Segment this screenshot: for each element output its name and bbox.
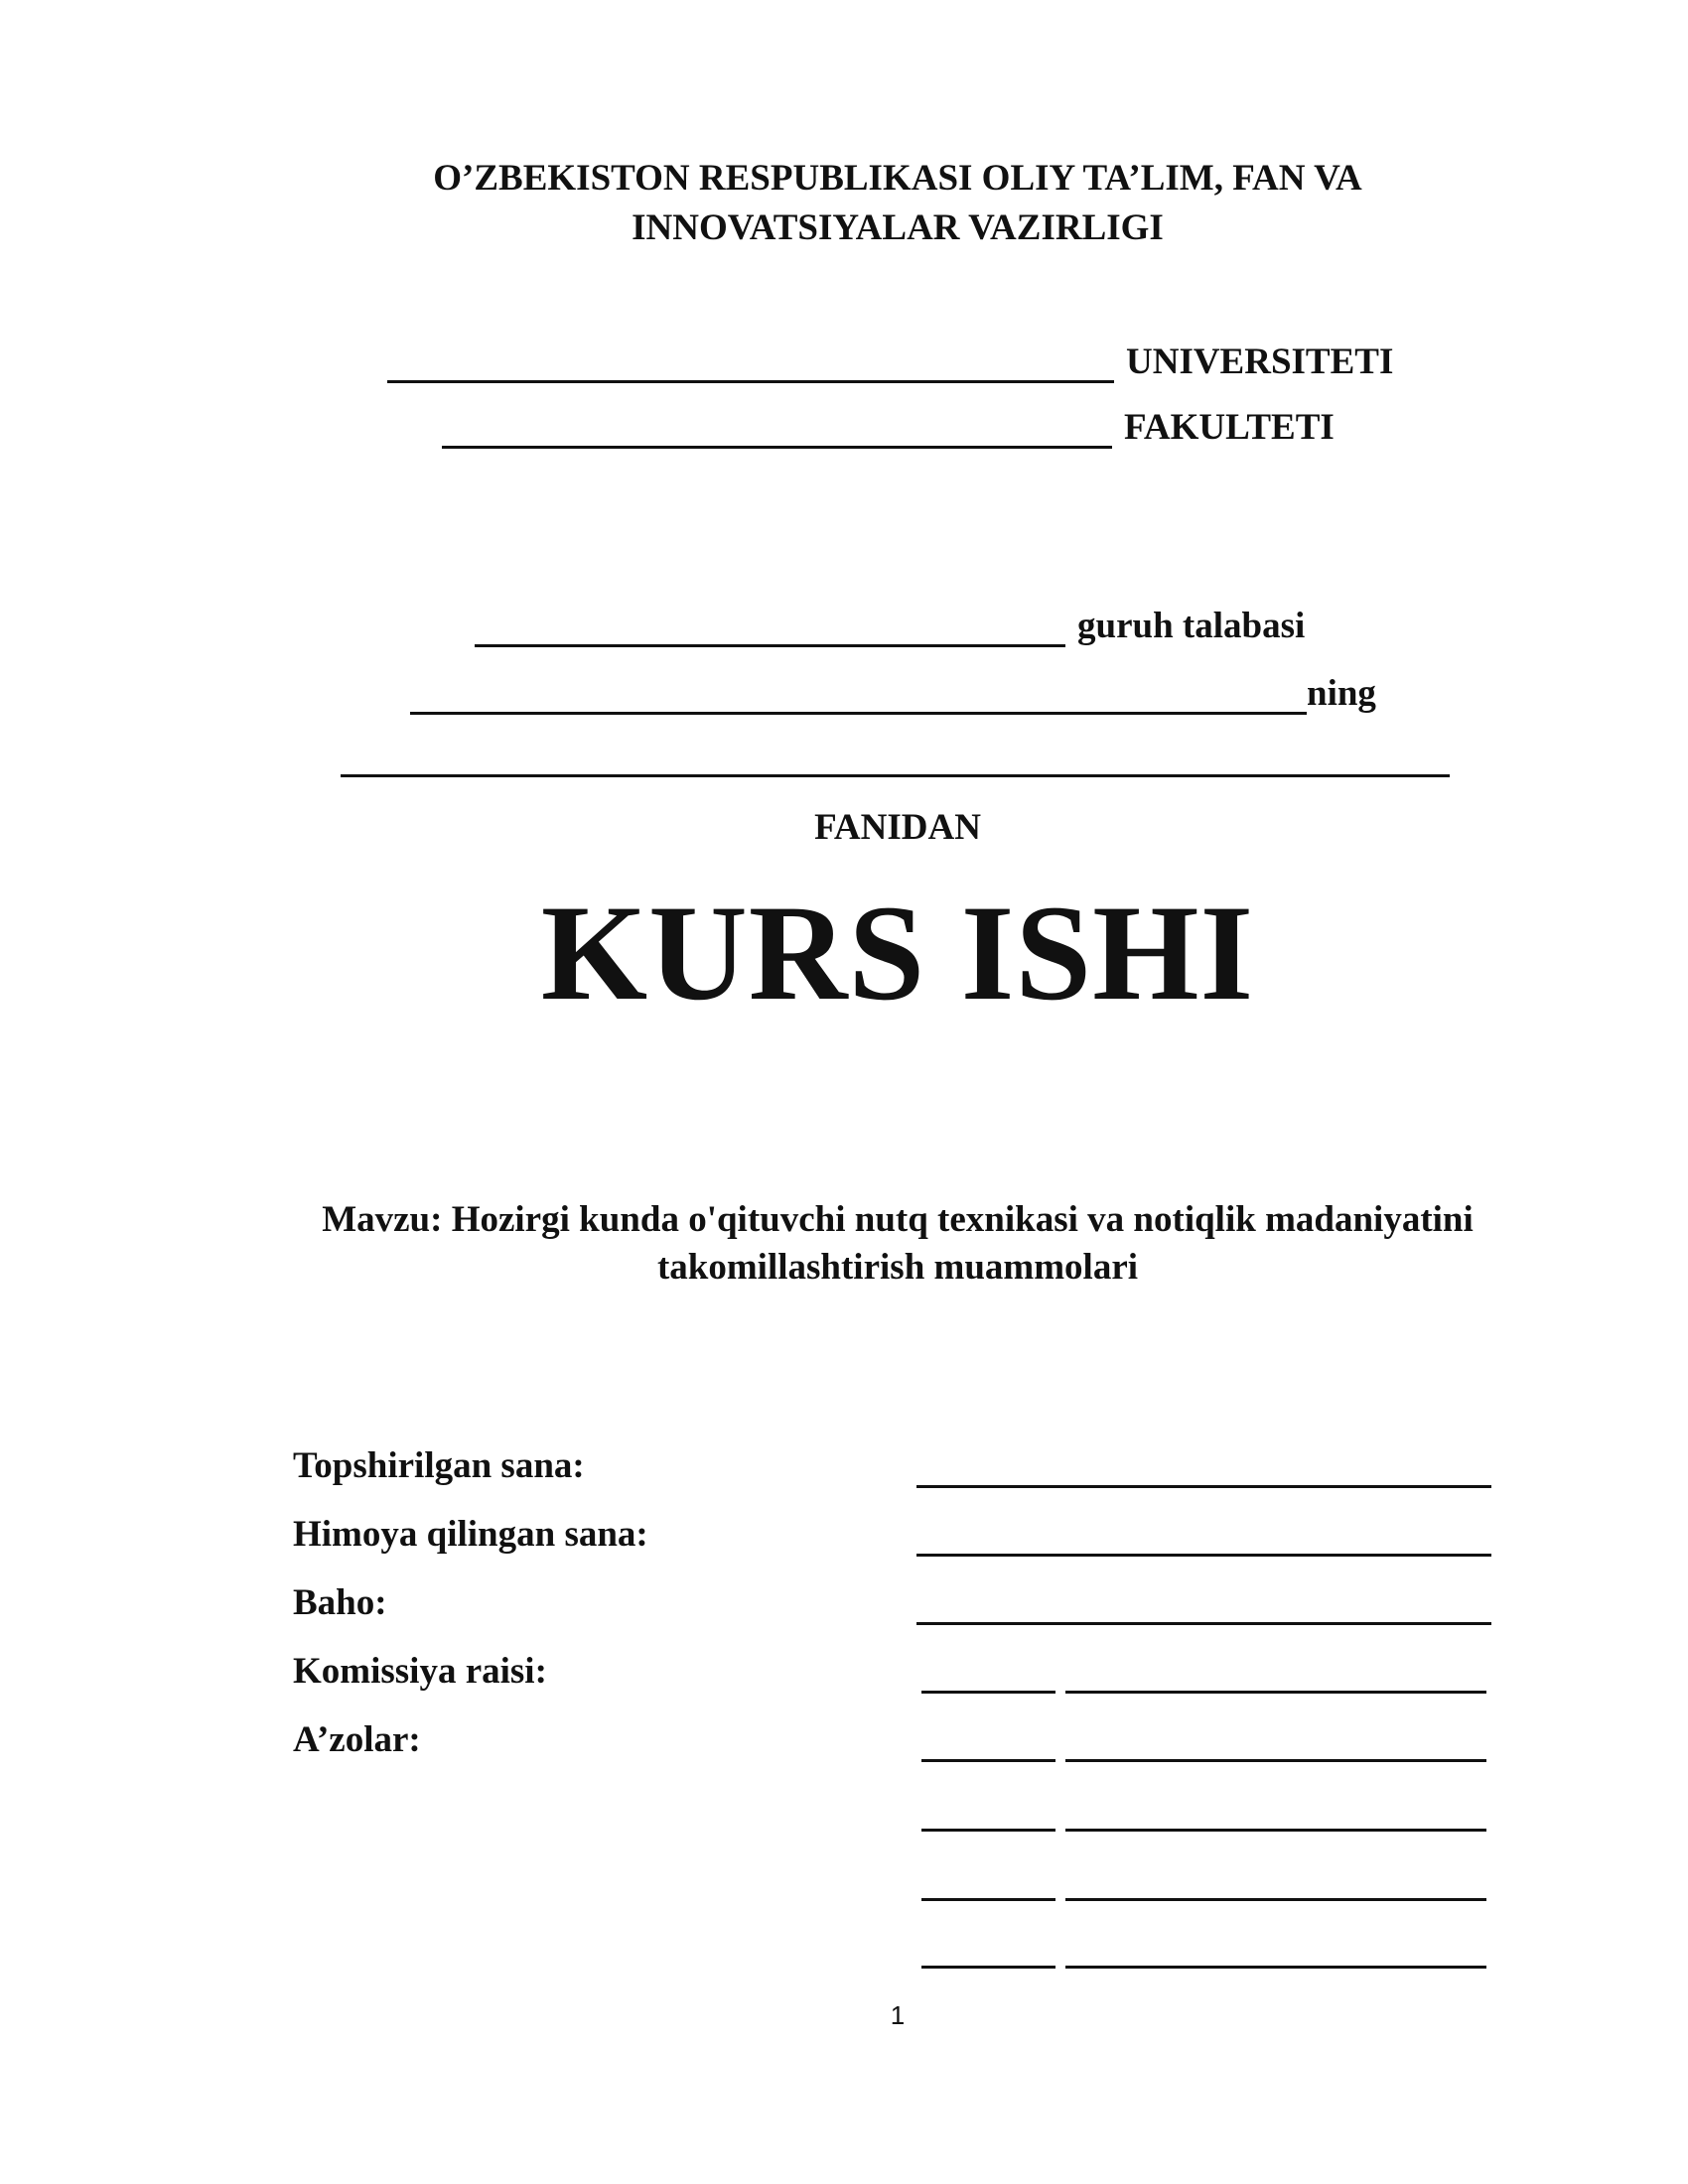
university-blank[interactable] — [387, 344, 1114, 383]
member-signature-blank[interactable] — [921, 1896, 1055, 1901]
topic-line2: takomillashtirish muammolari — [656, 1247, 1139, 1288]
member-signature-blank[interactable] — [921, 1827, 1055, 1832]
group-label: guruh talabasi — [1077, 606, 1306, 646]
grade-label: Baho: — [293, 1582, 387, 1623]
page-number: 1 — [890, 2000, 906, 2030]
member-signature-blank[interactable] — [921, 1964, 1055, 1969]
university-row — [387, 338, 1393, 383]
student-suffix: ning — [1307, 673, 1376, 714]
faculty-label: FAKULTETI — [1124, 407, 1335, 448]
grade-blank[interactable] — [916, 1620, 1491, 1625]
university-label: UNIVERSITETI — [1126, 341, 1394, 382]
group-row — [475, 602, 1305, 647]
member-name-blank[interactable] — [1065, 1757, 1486, 1762]
members-label: A’zolar: — [293, 1719, 421, 1760]
student-name-blank[interactable] — [410, 676, 1307, 715]
ministry-header-line1: O’ZBEKISTON RESPUBLIKASI OLIY TA’LIM, FAN VA — [433, 158, 1362, 199]
group-blank[interactable] — [475, 609, 1065, 647]
member-name-blank[interactable] — [1065, 1964, 1486, 1969]
submitted-date-blank[interactable] — [916, 1483, 1491, 1488]
fanidan-label: FANIDAN — [814, 807, 981, 848]
member-name-blank[interactable] — [1065, 1827, 1486, 1832]
chair-name-blank[interactable] — [1065, 1689, 1486, 1694]
commission-chair-label: Komissiya raisi: — [293, 1651, 547, 1692]
topic-line1: Mavzu: Hozirgi kunda o'qituvchi nutq texnikasi va notiqlik madaniyatini — [322, 1199, 1474, 1240]
ministry-header-line2: INNOVATSIYALAR VAZIRLIGI — [632, 207, 1164, 248]
member-name-blank[interactable] — [1065, 1896, 1486, 1901]
submitted-date-label: Topshirilgan sana: — [293, 1445, 585, 1486]
document-title: KURS ISHI — [540, 877, 1255, 1028]
defended-date-label: Himoya qilingan sana: — [293, 1514, 648, 1555]
faculty-row — [442, 403, 1335, 449]
faculty-blank[interactable] — [442, 410, 1112, 449]
topic — [0, 1196, 1688, 1292]
student-row — [410, 669, 1376, 715]
subject-blank[interactable] — [341, 772, 1450, 777]
chair-signature-blank[interactable] — [921, 1689, 1055, 1694]
ministry-header — [0, 154, 1688, 253]
member-signature-blank[interactable] — [921, 1757, 1055, 1762]
defended-date-blank[interactable] — [916, 1552, 1491, 1557]
